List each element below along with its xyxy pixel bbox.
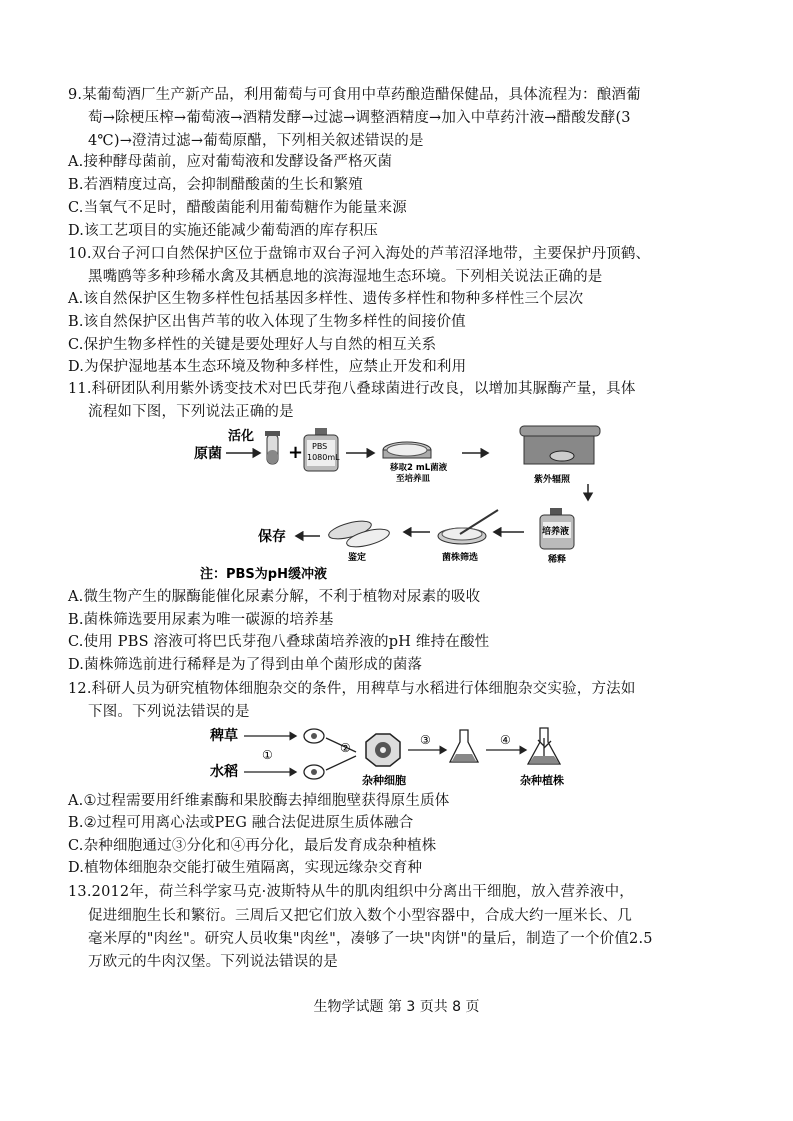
fig11-identify-dishes-icon [327, 518, 391, 551]
q12-stem-line2: 下图。下列说法错误的是 [88, 704, 250, 720]
q13-stem-line3: 毫米厚的"肉丝"。研究人员收集"肉丝"，凑够了一块"肉饼"的量后，制造了一个价值2.5 [88, 931, 653, 947]
q9-stem-line2: 萄→除梗压榨→葡萄液→酒精发酵→过滤→调整酒精度→加入中草药汁液→醋酸发酵(3 [88, 110, 631, 126]
fig11-petri-dish-icon [383, 442, 431, 458]
q9-stem-line1: 9.某葡萄酒厂生产新产品，利用葡萄与可食用中草药酿造醋保健品，具体流程为：酿酒葡 [68, 87, 641, 103]
q11-option-c: C.使用 PBS 溶液可将巴氏芽孢八叠球菌培养液的pH 维持在酸性 [68, 634, 490, 650]
fig12-step3: ③ [420, 733, 431, 747]
q12-option-a: A.①过程需要用纤维素酶和果胶酶去掉细胞壁获得原生质体 [68, 793, 450, 809]
q9-option-b: B.若酒精度过高，会抑制醋酸菌的生长和繁殖 [68, 177, 363, 193]
q13-stem-line1: 13.2012年，荷兰科学家马克·波斯特从牛的肌肉组织中分离出干细胞，放入营养液中， [68, 884, 634, 900]
q13-stem-line2: 促进细胞生长和繁衍。三周后又把它们放入数个小型容器中，合成大约一厘米长、几 [88, 908, 632, 924]
q9-option-a: A.接种酵母菌前，应对葡萄液和发酵设备严格灭菌 [68, 154, 393, 170]
fig11-test-tube-icon [265, 431, 280, 464]
fig12-step2: ② [340, 741, 351, 755]
q10-option-b: B.该自然保护区出售芦苇的收入体现了生物多样性的间接价值 [68, 314, 466, 330]
fig11-transfer-label: 移取2 mL菌液 [390, 463, 448, 473]
fig11-uv-label: 紫外辐照 [534, 475, 571, 485]
q12-option-b: B.②过程可用离心法或PEG 融合法促进原生质体融合 [68, 815, 414, 831]
q9-option-d: D.该工艺项目的实施还能减少葡萄酒的库存积压 [68, 223, 379, 239]
fig11-screening-dish-icon [438, 510, 498, 544]
q11-option-a: A.微生物产生的脲酶能催化尿素分解，不利于植物对尿素的吸收 [68, 589, 481, 605]
q9-stem-line3: 4℃)→澄清过滤→葡萄原醋，下列相关叙述错误的是 [88, 133, 424, 149]
fig12-plant-flask-icon [528, 728, 560, 764]
fig11-activate-label: 活化 [228, 429, 255, 444]
fig11-uv-lamp-icon [520, 426, 600, 464]
fig12-step4: ④ [500, 733, 511, 747]
fig11-transfer-label2: 至培养皿 [396, 474, 431, 484]
fig12-hybrid-plant-label: 杂种植株 [520, 774, 564, 787]
q10-stem-line2: 黑嘴鸥等多种珍稀水禽及其栖息地的滨海湿地生态环境。下列相关说法正确的是 [88, 269, 603, 285]
fig12-step1: ① [262, 748, 273, 762]
fig11-note: 注：PBS为pH缓冲液 [200, 567, 327, 582]
q10-stem-line1: 10.双台子河口自然保护区位于盘锦市双台子河入海处的芦苇沼泽地带，主要保护丹顶鹤、 [68, 246, 651, 262]
q12-stem-line1: 12.科研人员为研究植物体细胞杂交的条件，用稗草与水稻进行体细胞杂交实验，方法如 [68, 681, 636, 697]
fig11-identify-label: 鉴定 [348, 553, 367, 563]
fig12-plant1-label: 稗草 [210, 728, 238, 744]
fig12-hybrid-cell-label: 杂种细胞 [362, 774, 406, 787]
fig12-plant2-label: 水稻 [210, 764, 238, 780]
fig12-protoplast-top-icon [304, 729, 324, 743]
fig12-protoplast-bottom-icon [304, 765, 324, 779]
q11-option-b: B.菌株筛选要用尿素为唯一碳源的培养基 [68, 612, 334, 628]
fig11-dilute-label: 稀释 [548, 555, 567, 565]
fig11-screen-label: 菌株筛选 [442, 553, 479, 563]
q11-flowchart [190, 420, 610, 588]
fig11-pbs-label: PBS [312, 442, 328, 451]
fig11-save-label: 保存 [258, 529, 286, 545]
fig12-flask-icon [450, 730, 478, 762]
q12-diagram [204, 722, 584, 794]
q12-option-d: D.植物体细胞杂交能打破生殖隔离，实现远缘杂交育种 [68, 860, 423, 876]
fig11-pbs-volume: 1080mL [307, 453, 340, 462]
page-footer: 生物学试题 第 3 页共 8 页 [313, 999, 480, 1015]
fig11-medium-label: 培养液 [542, 527, 570, 537]
fig11-origin-label: 原菌 [194, 446, 222, 462]
q10-option-d: D.为保护湿地基本生态环境及物种多样性，应禁止开发和利用 [68, 359, 467, 375]
fig11-plus-sign: + [288, 442, 304, 463]
q10-option-c: C.保护生物多样性的关键是要处理好人与自然的相互关系 [68, 337, 437, 353]
q13-stem-line4: 万欧元的牛肉汉堡。下列说法错误的是 [88, 954, 338, 970]
fig12-hybrid-cell-icon [366, 734, 400, 766]
q11-stem-line2: 流程如下图，下列说法正确的是 [88, 404, 294, 420]
q9-option-c: C.当氧气不足时，醋酸菌能利用葡萄糖作为能量来源 [68, 200, 407, 216]
q11-option-d: D.菌株筛选前进行稀释是为了得到由单个菌形成的菌落 [68, 657, 423, 673]
fig12-merge-line-bottom [326, 756, 356, 770]
q11-stem-line1: 11.科研团队利用紫外诱变技术对巴氏芽孢八叠球菌进行改良，以增加其脲酶产量，具体 [68, 381, 636, 397]
q12-option-c: C.杂种细胞通过③分化和④再分化，最后发育成杂种植株 [68, 838, 437, 854]
q10-option-a: A.该自然保护区生物多样性包括基因多样性、遗传多样性和物种多样性三个层次 [68, 291, 584, 307]
